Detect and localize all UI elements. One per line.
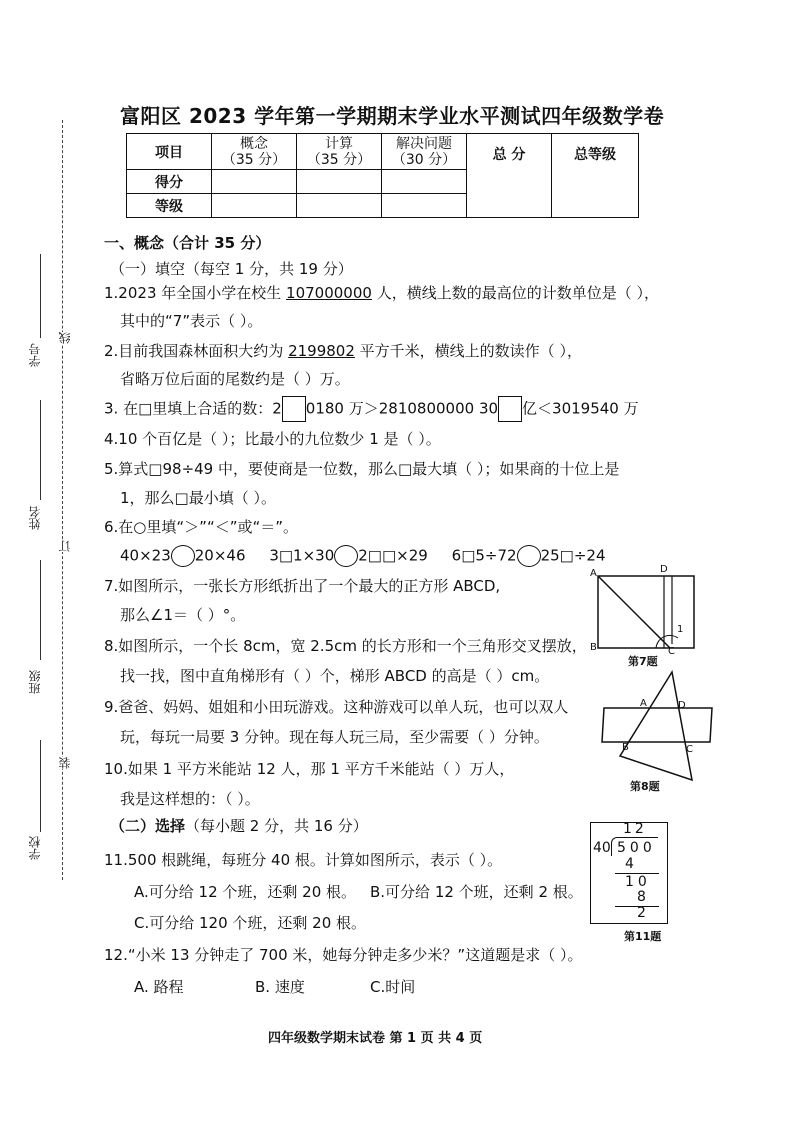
score-table	[126, 133, 639, 218]
score-row-label-grade: 等级	[127, 194, 212, 218]
compare-circle[interactable]	[517, 545, 541, 567]
division-dividend: 500	[617, 840, 656, 856]
name-blank-line	[40, 400, 41, 500]
score-header-item: 项目	[127, 134, 212, 170]
question-6: 6.在○里填“＞”“＜”或“＝”。	[104, 518, 299, 536]
question-5-line-1: 5.算式□98÷49 中，要使商是一位数，那么□最大填（ ）；如果商的十位上是	[104, 460, 620, 478]
question-12: 12.“小米 13 分钟走了 700 米，她每分钟走多少米？”这道题是求（ ）。	[104, 946, 583, 964]
division-quotient: 12	[623, 821, 647, 837]
question-9-line-2: 玩，每玩一局要 3 分钟。现在每人玩三局，至少需要（ ）分钟。	[120, 728, 549, 746]
q6-expression: 2□□×29	[358, 546, 428, 565]
division-step-1: 4	[625, 856, 634, 872]
division-divisor: 40	[593, 840, 611, 856]
fig8-label-d: D	[678, 700, 686, 711]
figure-8	[596, 668, 716, 784]
answer-box[interactable]	[282, 396, 306, 422]
score-header-grade: 总等级	[552, 134, 639, 218]
q12-option-c[interactable]: C.时间	[370, 978, 416, 996]
fig7-label-c: C	[668, 646, 675, 657]
part1-heading: （一）填空（每空 1 分，共 19 分）	[110, 260, 353, 278]
class-blank-line	[40, 560, 41, 660]
q6-expression: 20×46	[194, 546, 246, 565]
q2-underlined-number: 2199802	[288, 342, 355, 360]
question-1-line-2: 其中的“7”表示（ ）。	[120, 312, 263, 330]
q1-underlined-number: 107000000	[286, 284, 372, 302]
score-cell	[297, 170, 382, 194]
q3-prefix: 3. 在□里填上合适的数：2	[104, 399, 282, 418]
question-10-line-1: 10.如果 1 平方米能站 12 人，那 1 平方千米能站（ ）万人，	[104, 760, 515, 778]
fig7-label-angle-1: 1	[677, 624, 684, 635]
question-3	[104, 396, 639, 422]
question-9-line-1: 9.爸爸、妈妈、姐姐和小田玩游戏。这种游戏可以单人玩，也可以双人	[104, 698, 569, 716]
binding-mark-zhuang: 装	[58, 757, 72, 769]
q12-option-a[interactable]: A. 路程	[134, 978, 184, 996]
figure-7	[588, 564, 700, 657]
score-row-label-score: 得分	[127, 170, 212, 194]
question-6-expressions	[120, 545, 606, 567]
compare-circle[interactable]	[334, 545, 358, 567]
q3-middle: 0180 万＞2810800000 30	[305, 399, 499, 418]
figure-11-caption: 第11题	[624, 930, 662, 943]
question-11: 11.500 根跳绳，每班分 40 根。计算如图所示，表示（ ）。	[104, 851, 503, 869]
q2-prefix: 2.目前我国森林面积大约为	[104, 342, 289, 360]
fig8-label-a: A	[640, 698, 647, 709]
part2-heading-rest: （每小题 2 分，共 16 分）	[185, 817, 368, 835]
q3-suffix: 亿＜3019540 万	[522, 399, 639, 418]
division-step-3: 8	[637, 889, 646, 905]
q6-expression: 3□1×30	[269, 546, 335, 565]
question-8-line-2: 找一找，图中直角梯形有（ ）个，梯形 ABCD 的高是（ ）cm。	[120, 667, 550, 685]
question-5-line-2: 1，那么□最小填（ ）。	[120, 489, 276, 507]
binding-mark-ding: 订	[58, 540, 72, 552]
page-footer: 四年级数学期末试卷 第 1 页 共 4 页	[268, 1031, 483, 1046]
question-7-line-1: 7.如图所示，一张长方形纸折出了一个最大的正方形 ABCD,	[104, 577, 501, 595]
fig8-label-b: B	[622, 742, 629, 753]
division-step-2: 10	[625, 874, 651, 890]
grade-cell	[297, 194, 382, 218]
sidebar-label-student-id: 学号	[28, 343, 42, 367]
grade-cell	[382, 194, 467, 218]
grade-cell	[212, 194, 297, 218]
question-7-line-2: 那么∠1＝（ ）°。	[120, 606, 246, 624]
score-header-problem: 解决问题 （30 分）	[382, 134, 467, 170]
score-header-calc: 计算 （35 分）	[297, 134, 382, 170]
division-remainder: 2	[637, 905, 646, 921]
score-header-total: 总 分	[467, 134, 552, 218]
student-id-blank-line	[40, 254, 41, 338]
part2-heading-bold: （二）选择	[110, 817, 186, 835]
sidebar-label-school: 学校	[28, 836, 42, 860]
fig8-label-c: C	[686, 744, 693, 755]
school-blank-line	[40, 740, 41, 832]
q11-option-c[interactable]: C.可分给 120 个班，还剩 20 根。	[134, 914, 367, 932]
fig7-label-d: D	[660, 564, 668, 575]
question-2-line-2: 省略万位后面的尾数约是（ ）万。	[120, 370, 350, 388]
sidebar-label-class: 班级	[28, 670, 42, 694]
score-cell	[212, 170, 297, 194]
question-8-line-1: 8.如图所示，一个长 8cm，宽 2.5cm 的长方形和一个三角形交叉摆放，	[104, 637, 587, 655]
q11-option-b[interactable]: B.可分给 12 个班，还剩 2 根。	[370, 883, 583, 901]
exam-title: 富阳区 2023 学年第一学期期末学业水平测试四年级数学卷	[120, 104, 665, 128]
q1-suffix: 人，横线上数的最高位的计数单位是（ ），	[371, 284, 659, 302]
question-2-line-1	[104, 340, 582, 361]
section-heading-concept: 一、概念（合计 35 分）	[104, 234, 271, 252]
question-4: 4.10 个百亿是（ ）；比最小的九位数少 1 是（ ）。	[104, 430, 441, 448]
score-cell	[382, 170, 467, 194]
compare-circle[interactable]	[171, 545, 195, 567]
question-10-line-2: 我是这样想的：（ ）。	[120, 790, 260, 808]
q6-expression: 25□÷24	[540, 546, 606, 565]
q6-expression: 40×23	[120, 546, 171, 565]
q1-prefix: 1.2023 年全国小学在校生	[104, 284, 287, 302]
sidebar-label-name: 姓名	[28, 506, 42, 530]
fig7-label-b: B	[590, 642, 597, 653]
question-1-line-1	[104, 282, 659, 303]
score-header-concept: 概念 （35 分）	[212, 134, 297, 170]
q11-option-a[interactable]: A.可分给 12 个班，还剩 20 根。	[134, 883, 357, 901]
figure-11	[590, 822, 668, 924]
part2-heading	[110, 815, 368, 836]
figure-7-caption: 第7题	[628, 655, 658, 668]
q6-expression: 6□5÷72	[451, 546, 517, 565]
q2-suffix: 平方千米，横线上的数读作（ ），	[354, 342, 582, 360]
figure-8-caption: 第8题	[630, 780, 660, 793]
answer-box[interactable]	[498, 396, 522, 422]
q12-option-b[interactable]: B. 速度	[255, 978, 305, 996]
fig7-label-a: A	[590, 568, 597, 579]
binding-mark-xian: 线	[58, 332, 72, 344]
